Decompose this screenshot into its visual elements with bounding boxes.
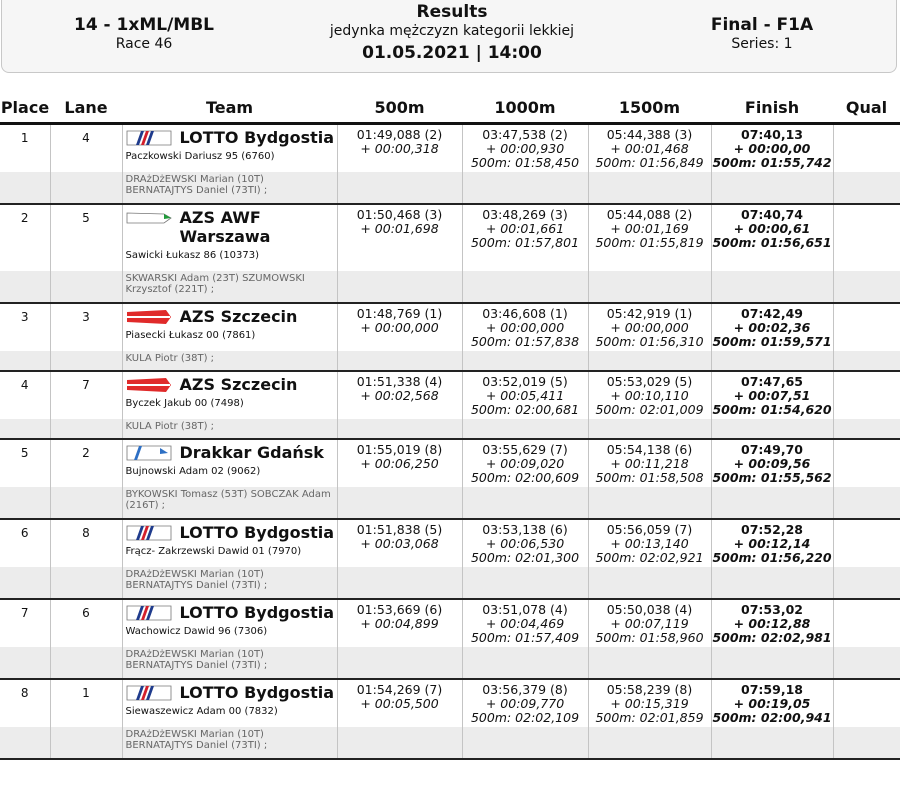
event-info [46,0,242,53]
split-1500m-line: + 00:01,169 [610,220,689,236]
finish-time [711,599,833,647]
empty-cell [337,487,462,519]
split-500m-line: + 00:01,698 [360,220,439,236]
split-500m-line: + 00:00,318 [360,141,439,156]
split-1500m [588,303,711,351]
lane-cell: 4 [50,124,122,172]
empty-cell [711,271,833,303]
team-cell [122,371,337,419]
split-1500m-line: 500m: 02:02,921 [595,549,704,565]
split-1500m-line: + 00:10,110 [610,387,689,403]
finish-time [711,303,833,351]
col-lane: Lane [50,92,122,124]
split-1000m-line: 500m: 02:00,609 [470,469,580,485]
split-1000m-line: 500m: 01:57,801 [470,234,580,250]
split-500m-line: + 00:02,568 [360,387,439,403]
split-500m-line: 01:51,338 (4) [356,373,443,389]
qual-cell [833,599,900,647]
split-1500m [588,371,711,419]
finish-time [711,204,833,271]
empty-cell [588,727,711,759]
table-row [0,519,900,567]
split-1500m-line: 500m: 01:58,960 [595,629,704,645]
empty-cell [462,567,588,599]
split-500m [337,439,462,487]
table-header-row [0,92,900,124]
empty-cell [50,567,122,599]
split-1500m-line: 05:44,088 (2) [606,206,693,222]
split-1500m [588,679,711,727]
split-1500m-line: 500m: 01:58,508 [595,469,704,485]
split-500m [337,204,462,271]
club-oar [126,605,172,621]
split-500m [337,371,462,419]
finish-time-line: 500m: 01:56,651 [712,234,832,250]
split-1500m-line: 05:42,919 (1) [606,305,693,321]
lotto-oar-icon [126,130,172,146]
coach-names: DRAżDżEWSKI Marian (10T) BERNATAJTYS Daniel (73TI) ; [122,727,337,759]
lane-cell: 3 [50,303,122,351]
team-cell [122,599,337,647]
category-subtitle: jedynka mężczyzn kategorii lekkiej [329,23,575,39]
empty-cell [50,727,122,759]
finish-time-line: 07:49,70 [741,441,803,457]
finish-time-line: 500m: 01:59,571 [712,333,832,349]
split-1500m-line: + 00:07,119 [610,615,689,631]
split-1500m-line: 500m: 01:55,819 [595,234,704,250]
finish-time [711,679,833,727]
team-cell [122,519,337,567]
split-1500m-line: + 00:01,468 [610,141,689,156]
empty-cell [588,487,711,519]
finish-time-line: + 00:07,51 [733,387,811,403]
club-name: AZS Szczecin [179,306,298,326]
split-1500m-line: + 00:11,218 [610,455,689,471]
club-name: LOTTO Bydgostia [179,682,335,702]
split-1000m-line: 03:51,078 (4) [482,601,568,617]
table-row [0,124,900,172]
team-heading [126,307,337,326]
col-1000m: 1000m [462,92,588,124]
empty-cell [337,647,462,679]
split-1000m-line: 03:47,538 (2) [482,127,568,142]
team-heading [126,443,337,462]
place-cell: 5 [20,445,29,460]
split-1500m-line: 05:58,239 (8) [606,681,693,697]
empty-cell [711,567,833,599]
empty-cell [462,419,588,439]
split-1000m [462,204,588,271]
split-1500m-line: 05:53,029 (5) [606,373,693,389]
empty-cell [711,419,833,439]
split-1000m [462,371,588,419]
split-1000m-line: 03:52,019 (5) [482,373,568,389]
split-1500m-line: 500m: 01:56,849 [595,155,704,170]
qual-cell [833,371,900,419]
split-1500m [588,599,711,647]
split-1500m-line: + 00:13,140 [610,535,689,551]
split-1000m-line: + 00:00,000 [485,319,565,335]
split-1000m-line: 500m: 01:58,450 [470,155,580,170]
club-name: AZS Szczecin [179,374,298,394]
coach-names: SKWARSKI Adam (23T) SZUMOWSKI Krzysztof (221T) ; [122,271,337,303]
rower-name: Paczkowski Dariusz 95 (6760) [125,151,275,162]
split-1000m-line: 03:55,629 (7) [482,441,568,457]
empty-cell [50,419,122,439]
results-title: Results [416,2,488,22]
szczecin-oar-icon [126,309,172,325]
rower-name: Piasecki Łukasz 00 (7861) [125,329,256,341]
split-1000m-line: + 00:09,020 [485,455,565,471]
empty-cell [833,351,900,371]
split-500m-line: 01:51,838 (5) [356,521,443,537]
split-1000m-line: 500m: 02:02,109 [470,709,580,725]
split-1000m-line: + 00:00,930 [485,141,565,156]
split-1000m-line: 03:56,379 (8) [482,681,568,697]
split-500m-line: + 00:05,500 [360,695,439,711]
empty-cell [462,487,588,519]
split-1500m [588,204,711,271]
split-1000m [462,679,588,727]
finish-time [711,371,833,419]
finish-time-line: 07:40,74 [741,206,803,222]
race-datetime: 01.05.2021 | 14:00 [362,43,542,63]
split-1500m-line: + 00:00,000 [610,319,689,335]
empty-cell [0,567,50,599]
finish-time-line: 07:47,65 [741,373,803,389]
team-cell [122,303,337,351]
empty-cell [833,727,900,759]
lotto-oar-icon [126,605,172,621]
empty-cell [588,351,711,371]
finish-time-line: + 00:19,05 [733,695,811,711]
split-500m-line: + 00:04,899 [360,615,439,631]
empty-cell [833,419,900,439]
table-row [0,371,900,419]
empty-cell [711,727,833,759]
split-1000m [462,439,588,487]
event-name: 14 - 1xML/MBL [73,15,214,35]
empty-cell [337,419,462,439]
split-1000m [462,124,588,172]
finish-time-line: + 00:00,00 [733,141,811,156]
place-cell: 1 [20,131,29,145]
empty-cell [337,172,462,204]
split-1000m [462,303,588,351]
coach-row [0,727,900,759]
team-cell [122,439,337,487]
qual-cell [833,439,900,487]
split-500m-line: + 00:00,000 [360,319,439,335]
coach-row [0,567,900,599]
finish-time [711,124,833,172]
empty-cell [0,351,50,371]
finish-time-line: + 00:00,61 [733,220,811,236]
empty-cell [588,271,711,303]
coach-row [0,172,900,204]
split-500m-line: 01:53,669 (6) [356,601,443,617]
club-name: Drakkar Gdańsk [179,442,324,462]
lane-cell: 8 [50,519,122,567]
split-1500m-line: 500m: 02:01,859 [595,709,704,725]
qual-cell [833,519,900,567]
team-cell [122,124,337,172]
split-1000m-line: + 00:05,411 [485,387,565,403]
split-500m [337,599,462,647]
empty-cell [50,647,122,679]
club-oar [126,210,172,226]
empty-cell [711,351,833,371]
split-1500m-line: 05:54,138 (6) [606,441,693,457]
rower-name: Byczek Jakub 00 (7498) [125,397,244,409]
team-cell [122,679,337,727]
finish-time-line: 500m: 01:56,220 [712,549,832,565]
finish-time-line: 500m: 02:00,941 [712,709,832,725]
empty-cell [462,351,588,371]
split-1000m-line: 500m: 01:57,409 [470,629,580,645]
col-1500m: 1500m [588,92,711,124]
split-1000m-line: 03:48,269 (3) [482,206,568,222]
team-heading [126,208,337,246]
coach-names: DRAżDżEWSKI Marian (10T) BERNATAJTYS Daniel (73TI) ; [122,647,337,679]
finish-time-line: + 00:02,36 [733,319,811,335]
lane-cell: 5 [50,204,122,271]
split-1500m-line: 05:56,059 (7) [606,521,693,537]
qual-cell [833,679,900,727]
team-heading [126,603,337,622]
empty-cell [50,351,122,371]
club-name: LOTTO Bydgostia [179,128,335,147]
empty-cell [337,727,462,759]
lotto-oar-icon [126,525,172,541]
finish-time-line: 500m: 02:02,981 [712,629,832,645]
finish-time-line: + 00:09,56 [733,455,811,471]
table-row [0,679,900,727]
split-500m-line: + 00:03,068 [360,535,439,551]
split-500m-line: + 00:06,250 [360,455,439,471]
finish-time-line: 07:52,28 [741,521,803,537]
empty-cell [337,567,462,599]
empty-cell [0,647,50,679]
race-number: Race 46 [115,36,173,52]
empty-cell [833,647,900,679]
col-500m: 500m [337,92,462,124]
qual-cell [833,204,900,271]
table-row [0,204,900,271]
empty-cell [337,271,462,303]
empty-cell [337,351,462,371]
finish-time-line: 07:59,18 [741,681,803,697]
split-1000m-line: 500m: 02:00,681 [470,401,580,417]
finish-time-line: + 00:12,14 [733,535,811,551]
szczecin-oar-icon [126,377,172,393]
finish-time-line: 07:42,49 [741,305,803,321]
team-heading [126,523,337,542]
empty-cell [0,172,50,204]
series-label: Series: 1 [731,36,793,52]
empty-cell [0,271,50,303]
coach-names: DRAżDżEWSKI Marian (10T) BERNATAJTYS Daniel (73TI) ; [122,172,337,204]
split-500m-line: 01:54,269 (7) [356,681,443,697]
empty-cell [462,647,588,679]
club-oar [126,685,172,701]
empty-cell [50,487,122,519]
club-name: LOTTO Bydgostia [179,602,335,622]
club-oar [126,130,172,146]
place-cell: 7 [20,605,29,620]
split-1500m-line: + 00:15,319 [610,695,689,711]
split-1000m-line: + 00:06,530 [485,535,565,551]
lane-cell: 2 [50,439,122,487]
finish-time-line: 500m: 01:55,562 [712,469,832,485]
coach-row [0,647,900,679]
coach-names: KULA Piotr (38T) ; [122,419,337,439]
qual-cell [833,124,900,172]
split-1000m-line: 03:53,138 (6) [482,521,568,537]
place-cell: 8 [20,685,29,700]
split-1500m-line: 500m: 01:56,310 [595,333,704,349]
lotto-oar-icon [126,685,172,701]
team-heading [126,128,337,147]
rower-name: Frącz- Zakrzewski Dawid 01 (7970) [125,545,302,557]
coach-names: DRAżDżEWSKI Marian (10T) BERNATAJTYS Daniel (73TI) ; [122,567,337,599]
team-heading [126,375,337,394]
split-1500m-line: 500m: 02:01,009 [595,401,704,417]
split-500m [337,124,462,172]
split-500m-line: 01:55,019 (8) [356,441,443,457]
empty-cell [833,172,900,204]
place-cell: 2 [20,210,29,225]
club-oar [126,445,172,461]
drakkar-oar-icon [126,445,172,461]
empty-cell [833,271,900,303]
empty-cell [0,727,50,759]
finish-time-line: 07:53,02 [741,601,803,617]
lane-cell: 1 [50,679,122,727]
place-cell: 3 [20,309,29,324]
col-qual: Qual [833,92,900,124]
finish-time [711,439,833,487]
empty-cell [50,271,122,303]
split-500m-line: 01:48,769 (1) [356,305,443,321]
coach-row [0,487,900,519]
finish-time-line: 500m: 01:54,620 [712,401,832,417]
club-oar [126,525,172,541]
finish-time-line: 07:40,13 [741,127,803,142]
club-name: LOTTO Bydgostia [179,522,335,542]
results-header [1,0,897,73]
finish-time [711,519,833,567]
split-500m [337,679,462,727]
rower-name: Sawicki Łukasz 86 (10373) [125,249,260,261]
coach-row [0,419,900,439]
empty-cell [0,419,50,439]
coach-row [0,271,900,303]
race-phase: Final - F1A [710,15,814,35]
team-heading [126,683,337,702]
split-1500m [588,519,711,567]
lane-cell: 7 [50,371,122,419]
empty-cell [588,567,711,599]
split-1500m-line: 05:50,038 (4) [606,601,693,617]
split-1000m-line: + 00:09,770 [485,695,565,711]
empty-cell [462,271,588,303]
table-row [0,439,900,487]
empty-cell [711,647,833,679]
split-1500m [588,124,711,172]
coach-row [0,351,900,371]
coach-names: KULA Piotr (38T) ; [122,351,337,371]
club-name: AZS AWF Warszawa [179,207,271,246]
col-team: Team [122,92,337,124]
empty-cell [0,487,50,519]
place-cell: 4 [20,377,29,392]
split-1000m-line: 500m: 02:01,300 [470,549,580,565]
empty-cell [588,647,711,679]
empty-cell [462,172,588,204]
split-500m-line: 01:49,088 (2) [356,127,443,142]
rower-name: Siewaszewicz Adam 00 (7832) [125,705,278,717]
team-cell [122,204,337,271]
empty-cell [462,727,588,759]
finish-time-line: 500m: 01:55,742 [712,155,832,170]
empty-cell [588,172,711,204]
place-cell: 6 [20,525,29,540]
empty-cell [50,172,122,204]
lane-cell: 6 [50,599,122,647]
finish-time-line: + 00:12,88 [733,615,811,631]
empty-cell [588,419,711,439]
empty-cell [711,487,833,519]
results-table [0,92,900,760]
club-oar [126,309,172,325]
awf-oar-icon [126,210,172,226]
col-finish: Finish [711,92,833,124]
split-1000m-line: + 00:01,661 [485,220,565,236]
table-row [0,599,900,647]
split-1000m-line: + 00:04,469 [485,615,565,631]
phase-info [652,0,872,53]
split-1000m-line: 500m: 01:57,838 [470,333,580,349]
split-500m-line: 01:50,468 (3) [356,206,443,222]
empty-cell [711,172,833,204]
rower-name: Wachowicz Dawid 96 (7306) [125,625,268,637]
split-1000m-line: 03:46,608 (1) [482,305,568,321]
results-title-block [282,0,622,64]
coach-names: BYKOWSKI Tomasz (53T) SOBCZAK Adam (216T) ; [122,487,337,519]
club-oar [126,377,172,393]
split-1000m [462,599,588,647]
empty-cell [833,567,900,599]
split-1500m [588,439,711,487]
col-place: Place [0,92,50,124]
split-1000m [462,519,588,567]
split-500m [337,303,462,351]
split-1500m-line: 05:44,388 (3) [606,127,693,142]
empty-cell [833,487,900,519]
rower-name: Bujnowski Adam 02 (9062) [125,465,261,477]
table-row [0,303,900,351]
split-500m [337,519,462,567]
qual-cell [833,303,900,351]
